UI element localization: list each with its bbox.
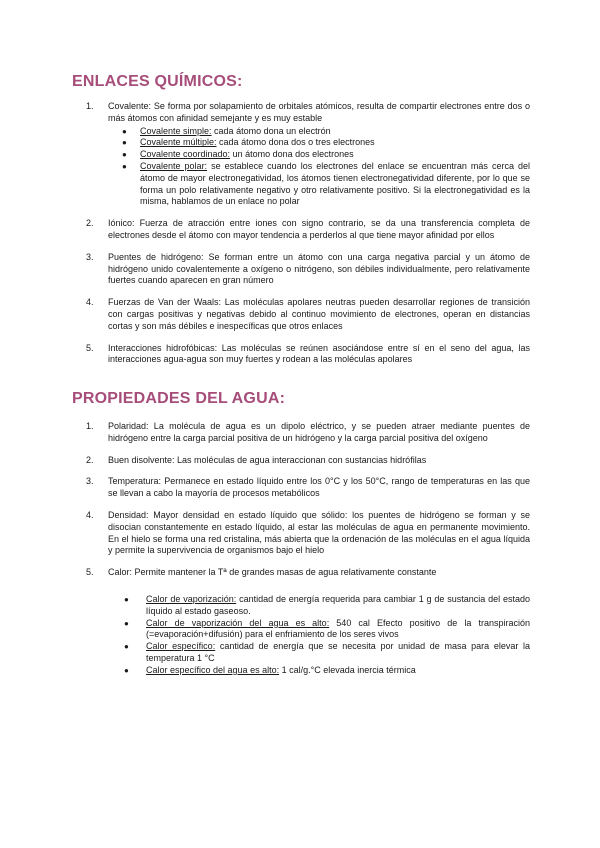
list-item-hidrofobicas [86,343,530,367]
item-text: Buen disolvente: Las moléculas de agua interaccionan con sustancias hidrófilas [108,454,427,465]
sub-text: se establece cuando los electrones del enlace se encuentran más cerca del átomo de mayor electronegatividad, los átomos tienen electronegatividad diferente, por lo que se forma un polo relativamente negativo y otro relativamente positivo. Si la electronegatividad es la misma, hablamos de un enlace no polar [140,160,530,207]
item-number: 3. [86,251,94,262]
sub-term: Calor de vaporización: [146,593,237,604]
sub-text: 540 cal Efecto positivo de la transpiración (=evaporación+difusión) para el enfriamiento de los seres vivos [146,617,530,640]
item-number: 1. [86,101,94,111]
bullet-icon: ● [124,594,129,604]
sub-term: Calor específico del agua es alto: [146,664,280,675]
propiedades-list [86,421,530,687]
sub-term: Covalente simple: [140,125,212,136]
bullet-icon: ● [122,150,127,160]
sub-item [108,594,530,618]
sub-item [108,665,530,677]
bullet-icon: ● [122,161,127,171]
calor-sublist [108,594,530,677]
bullet-icon: ● [122,138,127,148]
bullet-icon: ● [124,642,129,652]
list-item-polaridad [86,421,530,445]
item-number: 2. [86,218,94,229]
list-item-disolvente [86,455,530,467]
sub-item [108,137,530,149]
sub-item [108,618,530,642]
sub-term: Covalente múltiple: [140,137,217,148]
item-text: Iónico: Fuerza de atracción entre iones con signo contrario, se da una transferencia completa de electrones desde el átomo con mayor tendencia a perderlos al que tiene mayor afinidad por ellos [108,218,530,240]
item-number: 4. [86,509,94,520]
item-text: Calor: Permite mantener la Tª de grandes masas de agua relativamente constante [108,567,437,578]
sub-text: cada átomo dona un electrón [211,125,331,136]
item-text: Puentes de hidrógeno: Se forman entre un átomo con una carga negativa parcial y un átomo de hidrógeno unido covalentemente a oxígeno o nitrógeno, son débiles individualmente, pero relativamente fuertes cuando aparecen en gran número [108,251,530,286]
bullet-icon: ● [124,618,129,628]
sub-item [108,126,530,138]
list-item-calor [86,567,530,676]
item-text: Densidad: Mayor densidad en estado líquido que sólido: los puentes de hidrógeno se forman y se disocian constantemente en estado líquido, al estar las moléculas de agua en permanente movimiento. En el hielo se forma una red cristalina, más abierta que la ordenación de las moléculas en el agua líquida y permite la supervivencia de organismos bajo el hielo [108,509,530,556]
sub-item [108,149,530,161]
sub-term: Calor de vaporización del agua es alto: [146,617,330,628]
item-number: 5. [86,342,94,353]
item-text: Interacciones hidrofóbicas: Las moléculas se reúnen asociándose entre sí en el seno del agua, las interacciones agua-agua son muy fuertes y rodean a las moléculas apolares [108,342,530,365]
item-text: Fuerzas de Van der Waals: Las moléculas apolares neutras pueden desarrollar regiones de transición con cargas positivas y negativas debido al continuo movimiento de electrones, operan en distancias cortas y son más débiles e inespecíficas que otros enlaces [108,297,530,331]
item-text: Covalente: Se forma por solapamiento de orbitales atómicos, resulta de compartir electrones entre dos o más átomos con afinidad semejante y es muy estable [108,101,530,123]
item-text: Polaridad: La molécula de agua es un dipolo eléctrico, y se pueden atraer mediante puentes de hidrógeno entre la carga parcial positiva de un hidrógeno y la carga parcial positiva del oxígeno [108,421,530,443]
sub-text: cantidad de energía que se necesita por unidad de masa para elevar la temperatura 1 °C [146,641,531,663]
section-title-enlaces: ENLACES QUÍMICOS: [72,73,243,90]
bullet-icon: ● [124,665,129,675]
item-number: 3. [86,476,94,487]
sub-item [108,641,530,665]
section-title-propiedades: PROPIEDADES DEL AGUA: [72,390,286,407]
sub-item [108,161,530,208]
list-item-covalente [86,101,530,208]
sub-text: cada átomo dona dos o tres electrones [216,137,375,148]
sub-term: Covalente polar: [140,160,208,171]
list-item-ionico [86,218,530,242]
covalente-sublist [108,126,530,209]
sub-term: Covalente coordinado: [140,149,231,160]
list-item-densidad [86,510,530,557]
sub-text: un átomo dona dos electrones [230,149,354,160]
sub-term: Calor específico: [146,641,216,652]
list-item-puentes-hidrogeno [86,252,530,287]
item-text: Temperatura: Permanece en estado líquido entre los 0°C y los 50°C, rango de temperaturas en las que se llevan a cabo la mayoría de procesos metabólicos [108,476,530,499]
enlaces-list [86,101,530,376]
list-item-van-der-waals [86,297,530,332]
item-number: 4. [86,297,94,308]
item-number: 5. [86,567,94,578]
item-number: 1. [86,421,94,431]
bullet-icon: ● [122,126,127,136]
sub-text: cantidad de energía requerida para cambiar 1 g de sustancia del estado líquido al estado gaseoso. [146,593,530,616]
sub-text: 1 cal/g.°C elevada inercia térmica [279,664,416,675]
list-item-temperatura [86,476,530,500]
item-number: 2. [86,454,94,465]
